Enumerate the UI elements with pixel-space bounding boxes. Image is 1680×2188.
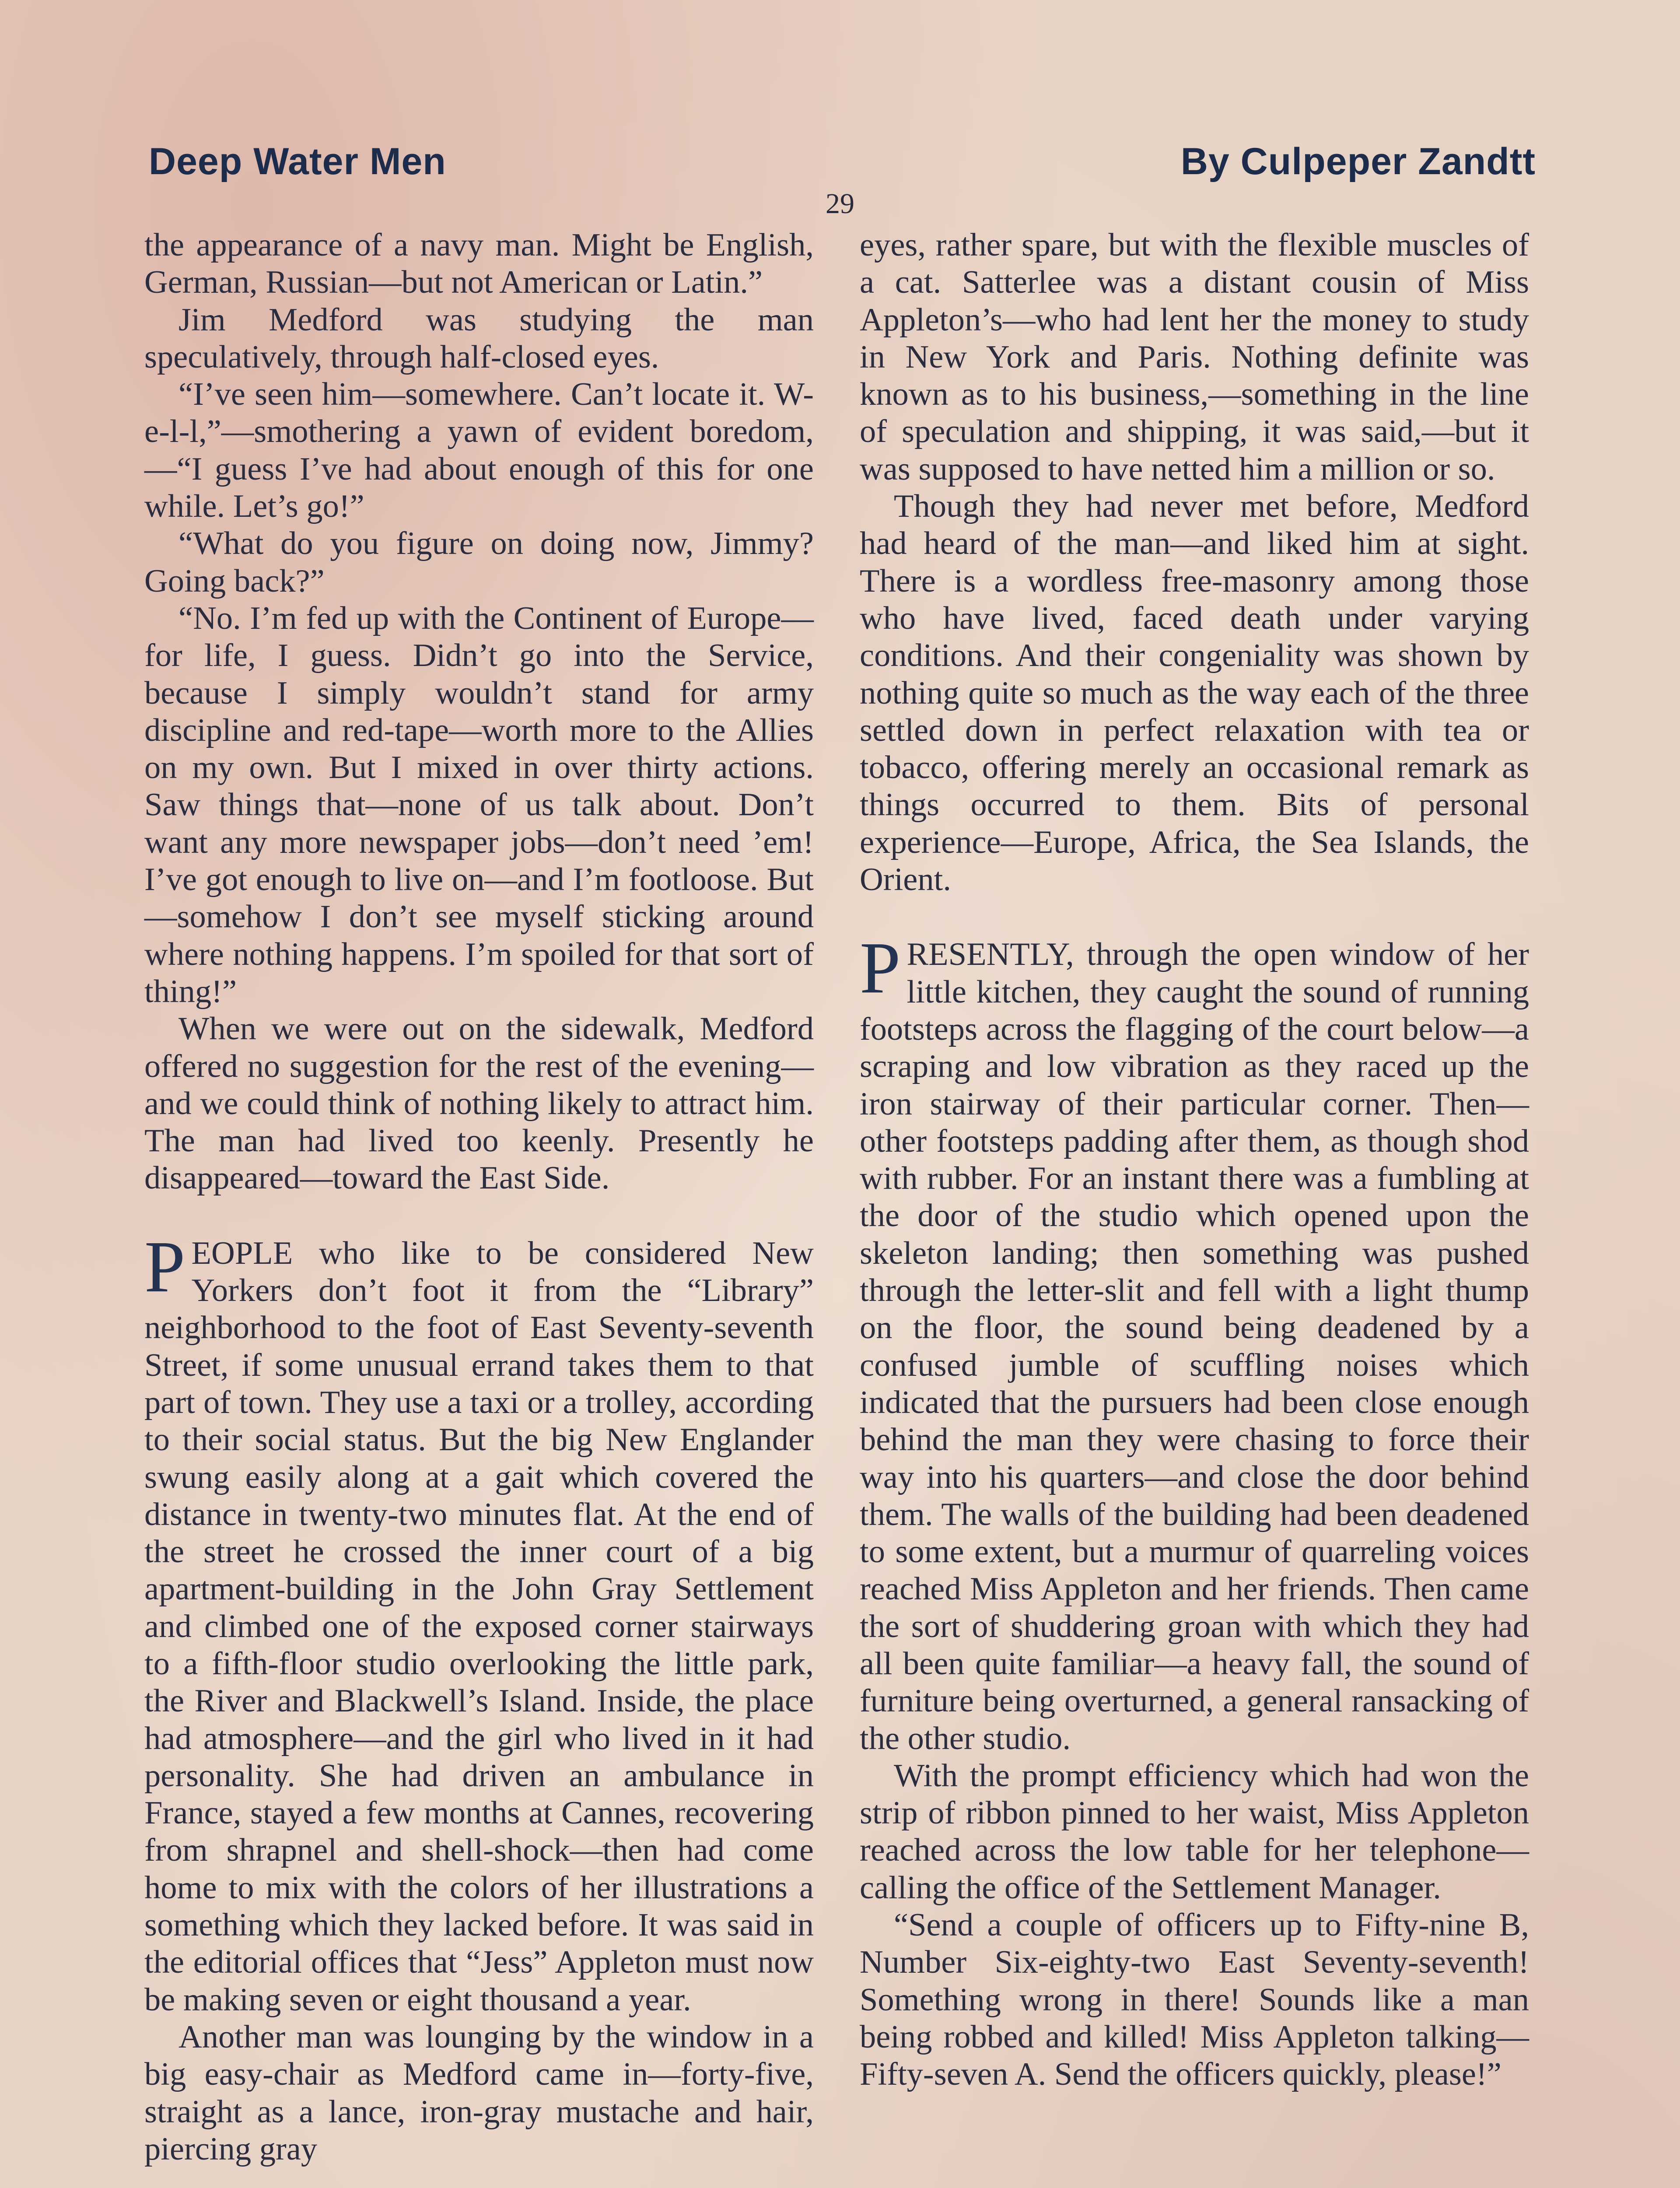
- section-paragraph: [860, 927, 1529, 1757]
- section-paragraph: [144, 1226, 814, 2019]
- left-column: [144, 227, 814, 2168]
- paragraph: “Send a couple of officers up to Fifty-nine B, Number Six-eighty-two East Seventy-seventh! Something wrong in there! Sounds like a man being robbed and killed! Miss Appleton talking—Fifty-seven A. Send the officers quickly, please!”: [860, 1907, 1529, 2093]
- paragraph: “What do you figure on doing now, Jimmy? Going back?”: [144, 526, 814, 599]
- drop-cap: P: [860, 927, 901, 1009]
- running-header: [149, 140, 1536, 188]
- paragraph: With the prompt efficiency which had won the strip of ribbon pinned to her waist, Miss Appleton reached across the low table for her telephone—calling the office of the Settlement Manager.: [860, 1757, 1529, 1906]
- section-text: RESENTLY, through the open window of her little kitchen, they caught the sound of running footsteps across the flagging of the court below—a scraping and low vibration as they raced up the iron stairway of their particular corner. Then—other footsteps padding after them, as though shod with rubber. For an instant there was a fumbling at the door of the studio which opened upon the skeleton landing; then something was pushed through the letter-slit and fell with a light thump on the floor, the sound being deadened by a confused jumble of scuffling noises which indicated that the pursuers had been close enough behind the man they were chasing to force their way into his quarters—and close the door behind them. The walls of the building had been deadened to some extent, but a murmur of quarreling voices reached Miss Appleton and her friends. Then came the sort of shuddering groan with which they had all been quite familiar—a heavy fall, the sound of furniture being overturned, a general ransacking of the other studio.: [860, 936, 1529, 1757]
- story-title: Deep Water Men: [149, 140, 446, 182]
- paragraph: Another man was lounging by the window in a big easy-chair as Medford came in—forty-five, straight as a lance, iron-gray mustache and hair, piercing gray: [144, 2019, 814, 2167]
- right-column: [860, 227, 1529, 2093]
- paragraph: Jim Medford was studying the man speculatively, through half-closed eyes.: [144, 302, 814, 375]
- section-text: EOPLE who like to be considered New Yorkers don’t foot it from the “Library” neighborhood to the foot of East Seventy-seventh Street, if some unusual errand takes them to that part of town. They use a taxi or a trolley, according to their social status. But the big New Englander swung easily along at a gait which covered the distance in twenty-two minutes flat. At the end of the street he crossed the inner court of a big apartment-building in the John Gray Settlement and climbed one of the exposed corner stairways to a fifth-floor studio overlooking the little park, the River and Blackwell’s Island. Inside, the place had atmosphere—and the girl who lived in it had personality. She had driven an ambulance in France, stayed a few months at Cannes, recovering from shrapnel and shell-shock—then had come home to mix with the colors of her illustrations a something which they lacked before. It was said in the editorial offices that “Jess” Appleton must now be making seven or eight thousand a year.: [144, 1235, 814, 2018]
- paragraph: eyes, rather spare, but with the flexible muscles of a cat. Satterlee was a distant cousin of Miss Appleton’s—who had lent her the money to study in New York and Paris. Nothing definite was known as to his business,—something in the line of speculation and shipping, it was said,—but it was supposed to have netted him a million or so.: [860, 227, 1529, 487]
- paragraph: “No. I’m fed up with the Continent of Europe—for life, I guess. Didn’t go into the Service, because I simply wouldn’t stand for army discipline and red-tape—worth more to the Allies on my own. But I mixed in over thirty actions. Saw things that—none of us talk about. Don’t want any more newspaper jobs—don’t need ’em! I’ve got enough to live on—and I’m footloose. But—somehow I don’t see myself sticking around where nothing happens. I’m spoiled for that sort of thing!”: [144, 600, 814, 1010]
- paragraph: the appearance of a navy man. Might be English, German, Russian—but not American or Latin.”: [144, 227, 814, 301]
- paragraph: “I’ve seen him—somewhere. Can’t locate it. W-e-l-l,”—smothering a yawn of evident boredom,—“I guess I’ve had about enough of this for one while. Let’s go!”: [144, 376, 814, 525]
- drop-cap: P: [144, 1226, 186, 1308]
- paragraph: Though they had never met before, Medford had heard of the man—and liked him at sight. There is a wordless free-masonry among those who have lived, faced death under varying conditions. And their congeniality was shown by nothing quite so much as the way each of the three settled down in perfect relaxation with tea or tobacco, offering merely an occasional remark as things occurred to them. Bits of personal experience—Europe, Africa, the Sea Islands, the Orient.: [860, 488, 1529, 898]
- paragraph: When we were out on the sidewalk, Medford offered no suggestion for the rest of the evening—and we could think of nothing likely to attract him. The man had lived too keenly. Presently he disappeared—toward the East Side.: [144, 1011, 814, 1196]
- page-number: 29: [826, 188, 854, 220]
- author-byline: By Culpeper Zandtt: [1180, 140, 1536, 182]
